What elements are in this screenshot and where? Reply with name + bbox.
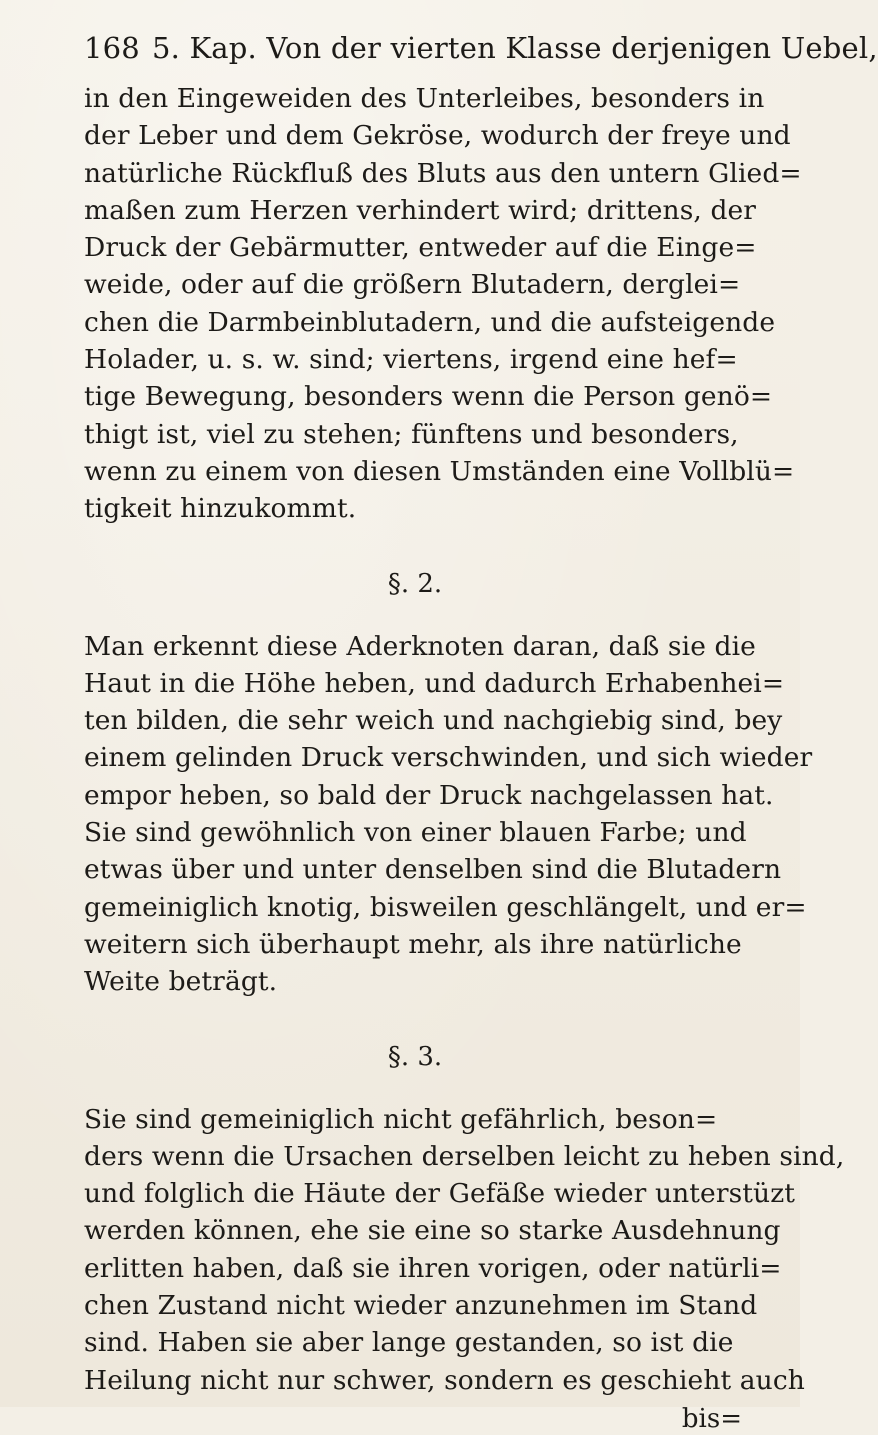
text-line: gemeiniglich knotig, bisweilen geschlängelt, und er= [84,891,807,923]
text-line: einem gelinden Druck verschwinden, und sich wieder [84,742,813,774]
section-2-body [84,628,813,1001]
text-line: chen die Darmbeinblutadern, und die aufsteigende [84,306,776,338]
text-line: empor heben, so bald der Druck nachgelassen hat. [84,779,774,811]
text-line: tige Bewegung, besonders wenn die Person genö= [84,381,773,413]
text-line: chen Zustand nicht wieder anzunehmen im Stand [84,1290,758,1322]
text-line: weitern sich überhaupt mehr, als ihre natürliche [84,928,742,960]
text-line: ders wenn die Ursachen derselben leicht zu heben sind, [84,1140,845,1172]
text-line: ten bilden, die sehr weich und nachgiebig sind, bey [84,705,783,737]
text-line: Druck der Gebärmutter, entweder auf die Einge= [84,232,757,264]
text-line: in den Eingeweiden des Unterleibes, besonders in [84,83,765,114]
section-heading-3: §. 3. [387,1041,443,1072]
catchword: bis= [681,1403,742,1434]
text-line: maßen zum Herzen verhindert wird; drittens, der [84,194,757,226]
running-head [84,28,878,68]
page-number: 168 [84,31,140,65]
text-line: Sie sind gemeiniglich nicht gefährlich, beson= [84,1103,718,1135]
text-line: weide, oder auf die größern Blutadern, derglei= [84,269,741,301]
text-line: wenn zu einem von diesen Umständen eine Vollblü= [84,455,795,487]
text-line: Weite beträgt. [84,966,278,998]
text-line: thigt ist, viel zu stehen; fünftens und besonders, [84,418,739,450]
paragraph-continuation [84,80,802,528]
text-line: der Leber und dem Gekröse, wodurch der freye und [84,120,791,152]
section-3-body [84,1101,845,1399]
text-line: erlitten haben, daß sie ihren vorigen, oder natürli= [84,1252,782,1284]
text-line: und folglich die Häute der Gefäße wieder unterstüzt [84,1178,796,1210]
text-line: werden können, ehe sie eine so starke Ausdehnung [84,1215,781,1247]
text-line: Heilung nicht nur schwer, sondern es geschieht auch [84,1364,805,1396]
text-line: sind. Haben sie aber lange gestanden, so ist die [84,1327,734,1359]
section-heading-2: §. 2. [387,568,443,599]
running-title: 5. Kap. Von der vierten Klasse derjenigen Uebel, [151,31,878,65]
text-line: Haut in die Höhe heben, und dadurch Erhabenhei= [84,667,785,699]
text-line: natürliche Rückfluß des Bluts aus den untern Glied= [84,157,802,189]
text-line: etwas über und unter denselben sind die Blutadern [84,854,782,886]
text-line: tigkeit hinzukommt. [84,493,357,525]
text-line: Man erkennt diese Aderknoten daran, daß sie die [84,630,756,662]
text-line: Sie sind gewöhnlich von einer blauen Farbe; und [84,817,747,849]
text-line: Holader, u. s. w. sind; viertens, irgend eine hef= [84,344,738,376]
